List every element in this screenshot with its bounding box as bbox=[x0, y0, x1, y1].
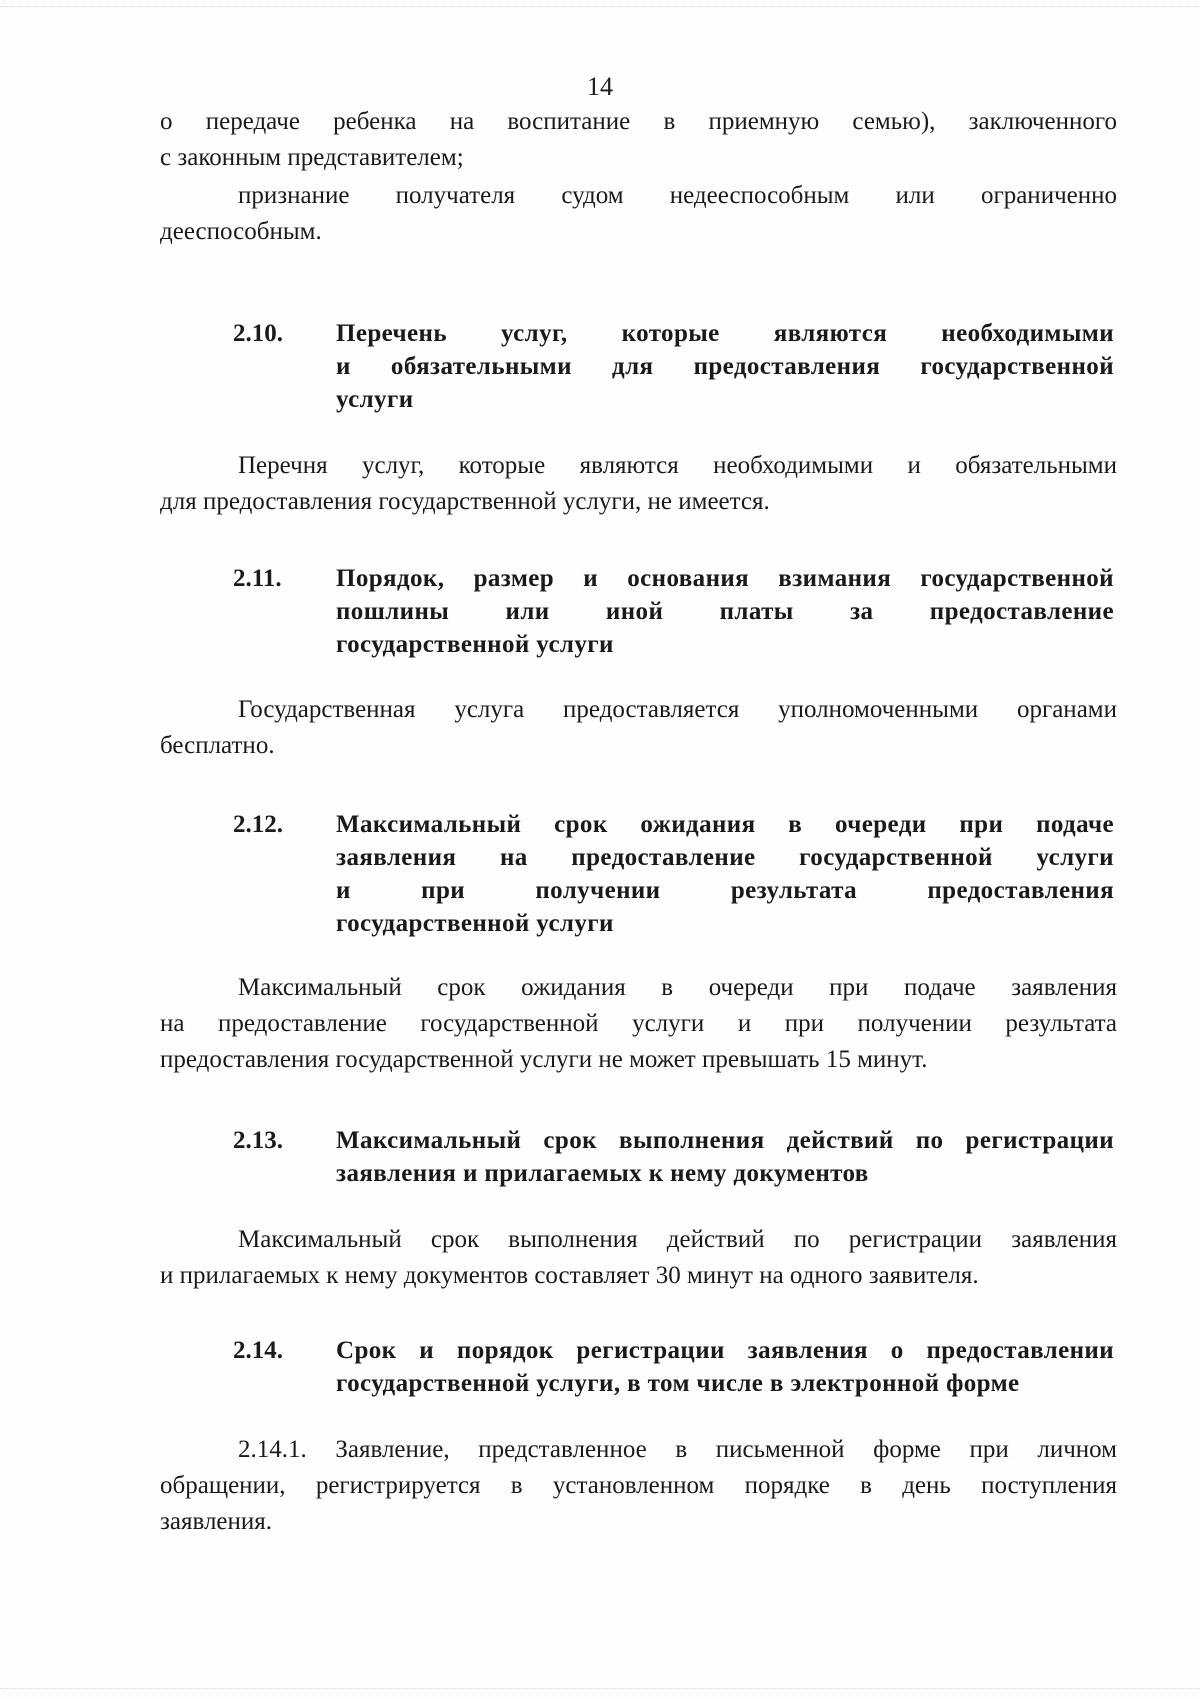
text-line: Максимальный срок выполнения действий по регистрации заявления bbox=[238, 1226, 1117, 1253]
text-line: дееспособным. bbox=[160, 218, 322, 245]
heading-line: государственной услуги, в том числе в электронной форме bbox=[336, 1370, 1020, 1397]
section-number-2-13: 2.13. bbox=[233, 1127, 283, 1154]
text-line: и прилагаемых к нему документов составляет 30 минут на одного заявителя. bbox=[160, 1262, 979, 1289]
section-body-2-10 bbox=[160, 448, 1117, 520]
text-line: с законным представителем; bbox=[160, 144, 464, 171]
section-title-2-12 bbox=[336, 808, 1114, 940]
text-line: 2.14.1. Заявление, представленное в письменной форме при личном bbox=[238, 1436, 1117, 1463]
heading-line: услуги bbox=[336, 386, 414, 413]
heading-line: и при получении результата предоставления bbox=[336, 877, 1114, 904]
section-body-2-13 bbox=[160, 1222, 1117, 1294]
heading-line: Перечень услуг, которые являются необходимыми bbox=[336, 320, 1114, 347]
section-title-2-14 bbox=[336, 1334, 1114, 1400]
text-line: заявления. bbox=[160, 1508, 273, 1535]
heading-line: Максимальный срок ожидания в очереди при подаче bbox=[336, 811, 1114, 838]
heading-line: Порядок, размер и основания взимания государственной bbox=[336, 565, 1114, 592]
heading-line: государственной услуги bbox=[336, 910, 614, 937]
section-number-2-14: 2.14. bbox=[233, 1337, 283, 1364]
section-number-2-11: 2.11. bbox=[233, 565, 282, 592]
heading-line: государственной услуги bbox=[336, 631, 614, 658]
heading-line: заявления на предоставление государственной услуги bbox=[336, 844, 1114, 871]
text-line: предоставления государственной услуги не может превышать 15 минут. bbox=[160, 1046, 928, 1073]
heading-line: Максимальный срок выполнения действий по регистрации bbox=[336, 1127, 1114, 1154]
heading-line: заявления и прилагаемых к нему документов bbox=[336, 1160, 869, 1187]
heading-line: пошлины или иной платы за предоставление bbox=[336, 598, 1114, 625]
heading-line: Срок и порядок регистрации заявления о предоставлении bbox=[336, 1337, 1114, 1364]
scan-edge-top bbox=[0, 6, 1200, 9]
scan-edge-bottom bbox=[0, 1688, 1200, 1691]
text-line: признание получателя судом недееспособным или ограниченно bbox=[238, 182, 1117, 209]
section-body-2-14 bbox=[160, 1432, 1117, 1540]
paragraph-incapacity bbox=[160, 178, 1117, 250]
text-line: Государственная услуга предоставляется уполномоченными органами bbox=[238, 696, 1117, 723]
section-number-2-10: 2.10. bbox=[233, 320, 283, 347]
section-title-2-11 bbox=[336, 562, 1114, 661]
paragraph-continuation bbox=[160, 104, 1117, 176]
text-line: о передаче ребенка на воспитание в приемную семью), заключенного bbox=[160, 108, 1117, 135]
text-line: на предоставление государственной услуги и при получении результата bbox=[160, 1010, 1117, 1037]
page-number: 14 bbox=[587, 72, 613, 101]
section-number-2-12: 2.12. bbox=[233, 811, 283, 838]
text-line: обращении, регистрируется в установленном порядке в день поступления bbox=[160, 1472, 1117, 1499]
heading-line: и обязательными для предоставления государственной bbox=[336, 353, 1114, 380]
section-title-2-13 bbox=[336, 1124, 1114, 1190]
section-body-2-11 bbox=[160, 692, 1117, 764]
text-line: бесплатно. bbox=[160, 732, 275, 759]
section-title-2-10 bbox=[336, 317, 1114, 416]
text-line: Максимальный срок ожидания в очереди при подаче заявления bbox=[238, 974, 1117, 1001]
text-line: для предоставления государственной услуги, не имеется. bbox=[160, 488, 770, 515]
text-line: Перечня услуг, которые являются необходимыми и обязательными bbox=[238, 452, 1117, 479]
section-body-2-12 bbox=[160, 970, 1117, 1078]
